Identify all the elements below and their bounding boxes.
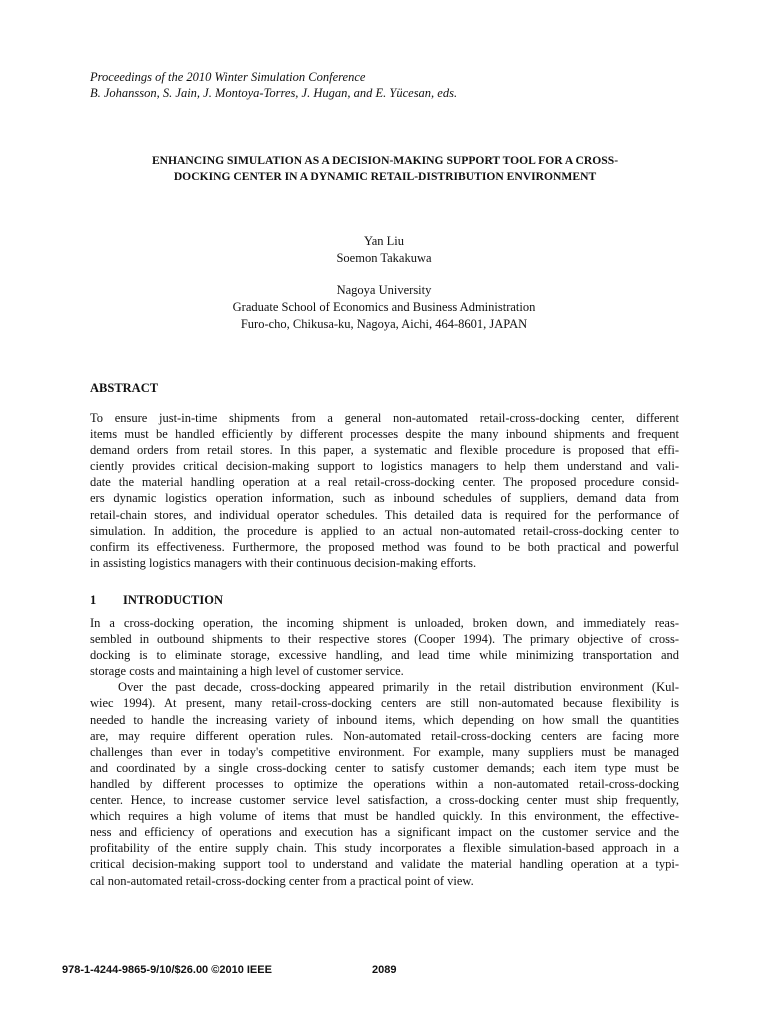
abstract-line: ciently provides critical decision-making support to logistics managers to help them understand and vali- [90, 459, 679, 474]
abstract-heading: ABSTRACT [90, 381, 159, 395]
paper-title-line-1: ENHANCING SIMULATION AS A DECISION-MAKING SUPPORT TOOL FOR A CROSS- [151, 154, 619, 167]
introduction-heading [90, 592, 223, 608]
body-line: Over the past decade, cross-docking appeared primarily in the retail distribution environment (Kul- [118, 680, 679, 695]
section-title: INTRODUCTION [123, 593, 224, 607]
abstract-line: demand orders from retail stores. In this paper, a systematic and flexible procedure is proposed that effi- [90, 443, 679, 458]
body-line: storage costs and maintaining a high level of customer service. [90, 664, 404, 679]
abstract-line: confirm its effectiveness. Furthermore, the proposed method was found to be both practical and powerful [90, 539, 679, 554]
affiliation-school: Graduate School of Economics and Business Administration [232, 299, 536, 314]
body-line: handled by different processes to optimize the operations within a non-automated retail-cross-docking [90, 776, 679, 791]
paper-title [100, 153, 670, 185]
body-line: ness and efficiency of operations and execution has a significant impact on the customer service and the [90, 825, 679, 840]
abstract-text [90, 410, 679, 571]
proceedings-conference: Proceedings of the 2010 Winter Simulation Conference [90, 70, 366, 84]
paper-title-line-2: DOCKING CENTER IN A DYNAMIC RETAIL-DISTRIBUTION ENVIRONMENT [173, 170, 597, 183]
proceedings-editors: B. Johansson, S. Jain, J. Montoya-Torres, J. Hugan, and E. Yücesan, eds. [90, 86, 458, 100]
body-line: needed to handle the increasing variety of inbound items, which depending on how small the quantities [90, 712, 679, 727]
body-line: cal non-automated retail-cross-docking center from a practical point of view. [90, 873, 474, 888]
author-name: Yan Liu [363, 234, 405, 248]
body-line: sembled in outbound shipments to their respective stores (Cooper 1994). The primary objective of cross- [90, 632, 679, 647]
introduction-text [90, 615, 679, 889]
footer-isbn: 978-1-4244-9865-9/10/$26.00 ©2010 IEEE [62, 964, 272, 976]
affiliation-university: Nagoya University [336, 283, 432, 297]
author-list [184, 233, 584, 267]
body-line: challenges than ever in today's competitive environment. For example, many suppliers must be managed [90, 744, 679, 759]
abstract-line: simulation. In addition, the procedure is applied to an actual non-automated retail-cross-docking center to [90, 523, 679, 538]
body-line: wiec 1994). At present, many retail-cross-docking centers are still non-automated because flexibility is [90, 696, 679, 711]
body-line: which requires a high volume of items that must be handled quickly. In this environment, the effective- [90, 809, 679, 824]
section-number: 1 [90, 593, 97, 607]
body-line: profitability of the entire supply chain. This study incorporates a flexible simulation-based approach in a [90, 841, 679, 856]
body-line: critical decision-making support tool to understand and validate the material handling operation at a typi- [90, 857, 679, 872]
body-line: center. Hence, to increase customer service level satisfaction, a cross-docking center must ship frequently, [90, 793, 679, 808]
abstract-line: in assisting logistics managers with their continuous decision-making efforts. [90, 555, 477, 570]
proceedings-header [90, 69, 690, 101]
body-line: In a cross-docking operation, the incoming shipment is unloaded, broken down, and immediately reas- [90, 616, 679, 630]
abstract-line: To ensure just-in-time shipments from a general non-automated retail-cross-docking center, different [90, 411, 679, 425]
body-line: docking is to eliminate storage, excessive handling, and lead time while minimizing transportation and [90, 648, 679, 663]
author-name: Soemon Takakuwa [336, 251, 432, 265]
page-number: 2089 [372, 964, 397, 976]
body-line: and coordinated by a single cross-docking center to satisfy customer demands; each item type must be [90, 760, 679, 775]
affiliation-address: Furo-cho, Chikusa-ku, Nagoya, Aichi, 464-8601, JAPAN [240, 316, 528, 331]
abstract-line: date the material handling operation at a real retail-cross-docking center. The proposed procedure consid- [90, 475, 679, 490]
body-line: are, may require different operation rules. Non-automated retail-cross-docking centers are facing more [90, 728, 679, 743]
abstract-line: retail-chain stores, and individual operator schedules. This detailed data is required for the performance of [90, 507, 679, 522]
abstract-line: ers dynamic logistics operation information, such as inbound schedules of suppliers, demand data from [90, 491, 679, 506]
abstract-line: items must be handled efficiently by different processes despite the many inbound shipments and frequent [90, 427, 679, 442]
author-affiliation [134, 282, 634, 332]
